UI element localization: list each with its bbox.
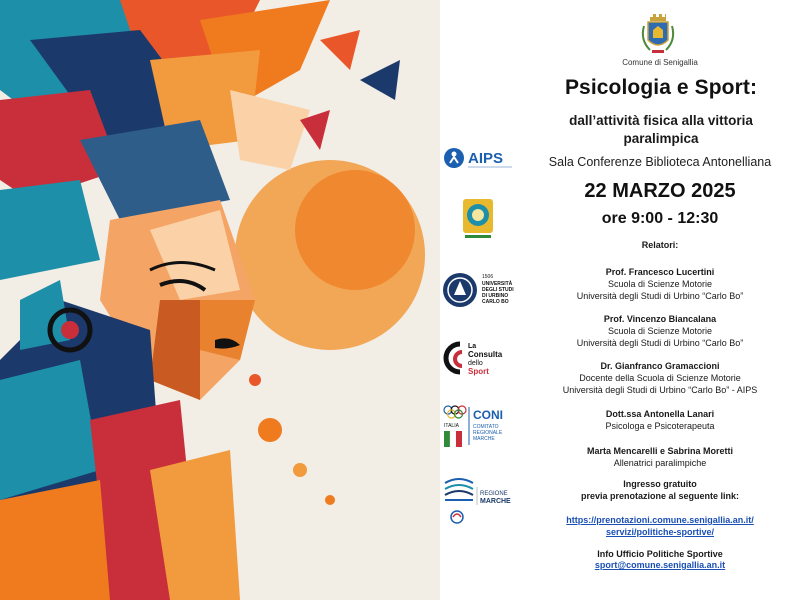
speaker-name: Dott.ssa Antonella Lanari — [605, 409, 715, 419]
event-subtitle — [530, 112, 792, 148]
speaker-affiliation: Università degli Studi di Urbino “Carlo Bo” — [576, 291, 744, 301]
speaker-name: Prof. Francesco Lucertini — [605, 267, 715, 277]
speaker-role: Scuola di Scienze Motorie — [607, 326, 713, 336]
coni-line1: COMITATO — [473, 424, 499, 430]
speaker-4 — [520, 408, 800, 432]
contact-label: Info Ufficio Politiche Sportive — [597, 549, 723, 559]
coni-rings-icon — [441, 401, 515, 453]
speaker-name: Marta Mencarelli e Sabrina Moretti — [586, 446, 734, 456]
partner-logos — [440, 0, 520, 600]
consulta-line1: La — [468, 343, 477, 350]
event-time: ore 9:00 - 12:30 — [601, 210, 719, 227]
speaker-role: Allenatrici paralimpiche — [613, 458, 707, 468]
consulta-line4: Sport — [468, 367, 489, 376]
uniurb-seal-icon — [440, 267, 516, 313]
regione-line2: MARCHE — [480, 498, 511, 505]
comune-name: Comune di Senigallia — [622, 58, 698, 67]
uniurb-line2: DEGLI STUDI — [482, 287, 514, 293]
uniurb-line3: DI URBINO — [482, 293, 509, 299]
consulta-line3: dello — [468, 360, 483, 367]
event-subtitle-line2: paralimpica — [623, 131, 699, 146]
panathlon-icon — [461, 197, 495, 241]
coni-italia: ITALIA — [444, 423, 459, 429]
event-venue: Sala Conferenze Biblioteca Antonelliana — [548, 155, 772, 169]
uniurb-line1: UNIVERSITÀ — [482, 281, 513, 287]
speaker-1 — [520, 266, 800, 302]
speaker-role: Scuola di Scienze Motorie — [607, 279, 713, 289]
speaker-affiliation: Università degli Studi di Urbino “Carlo Bo” — [576, 338, 744, 348]
speaker-affiliation: Università degli Studi di Urbino “Carlo Bo” - AIPS — [562, 385, 758, 395]
regione-line1: REGIONE — [480, 491, 508, 497]
municipal-crest-icon — [638, 12, 678, 58]
speaker-name: Prof. Vincenzo Biancalana — [603, 314, 717, 324]
coni-line2: REGIONALE — [473, 430, 503, 436]
contact-email-link[interactable]: sport@comune.senigallia.an.it — [594, 560, 726, 570]
panathlon-logo — [440, 195, 516, 243]
regione-marche-icon — [441, 473, 515, 527]
speaker-role: Psicologa e Psicoterapeuta — [605, 421, 715, 431]
event-title: Psicologia e Sport: — [564, 76, 758, 99]
coni-text: CONI — [473, 408, 503, 422]
consulta-line2: Consulta — [468, 350, 503, 359]
uniurb-year: 1506 — [482, 274, 494, 280]
booking-note: previa prenotazione al seguente link: — [580, 491, 740, 501]
coni-logo — [440, 400, 516, 454]
consulta-sport-icon — [442, 336, 514, 380]
speaker-name: Dr. Gianfranco Gramaccioni — [600, 361, 720, 371]
speaker-3 — [520, 360, 800, 396]
event-date: 22 MARZO 2025 — [584, 180, 736, 202]
regione-marche-logo — [440, 472, 516, 528]
speaker-5 — [520, 445, 800, 469]
uniurb-logo — [440, 265, 516, 315]
event-subtitle-line1: dall’attività fisica alla vittoria — [569, 113, 753, 128]
uniurb-line4: CARLO BO — [482, 299, 509, 305]
aips-logo — [440, 140, 516, 176]
aips-text: AIPS — [468, 150, 504, 167]
speaker-role: Docente della Scuola di Scienze Motorie — [579, 373, 741, 383]
booking-link-line1[interactable]: https://prenotazioni.comune.senigallia.an.it/ — [566, 515, 754, 525]
registration-info — [520, 478, 800, 502]
speakers-heading: Relatori: — [641, 240, 679, 250]
booking-link-line2[interactable]: servizi/politiche-sportive/ — [605, 527, 715, 537]
consulta-logo — [440, 335, 516, 381]
coni-line3: MARCHE — [473, 436, 495, 442]
free-entry-text: Ingresso gratuito — [623, 479, 697, 489]
event-info — [520, 0, 800, 600]
booking-link[interactable] — [520, 514, 800, 538]
aips-icon — [442, 143, 514, 173]
speaker-2 — [520, 313, 800, 349]
